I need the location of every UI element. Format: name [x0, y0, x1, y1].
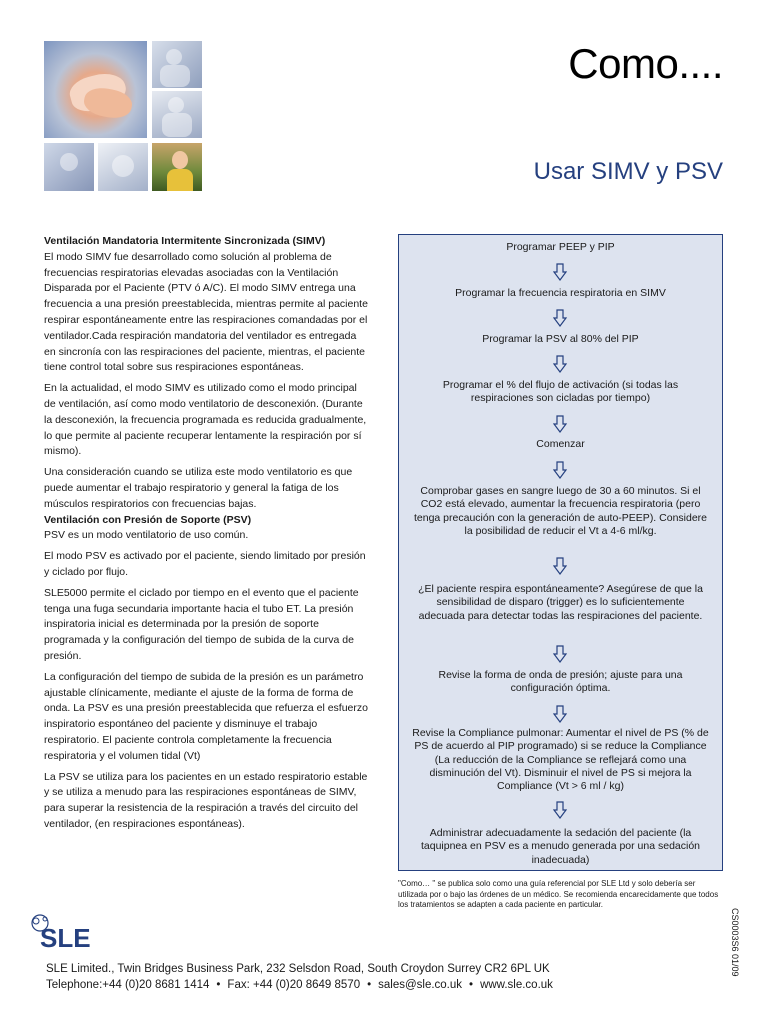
psv-paragraph-5: La PSV se utiliza para los pacientes en un estado respiratorio estable y se utiliza a menudo para las respiraciones espontáneas de SIMV, para superar la resistencia de la respiración a través del circuito del ventilador, (en respiraciones espontáneas).	[44, 770, 368, 830]
simv-paragraph-2: En la actualidad, el modo SIMV es utilizado como el modo principal de ventilación, así como modo ventilatorio de desconexión. (Durante la desconexión, la frecuencia programada es reducida gradualmente, lo que permite al paciente recuperar lentamente la respiración por sí mismo).	[44, 382, 367, 458]
logo-text: SLE	[40, 923, 91, 953]
flow-step-6: Comprobar gases en sangre luego de 30 a 60 minutos. Si el CO2 está elevado, aumentar la frecuencia respiratoria (pero tenga precaución con la generación de auto-PEEP). Considere la posibilidad de reducir el Vt a 4-6 ml/kg.	[413, 485, 708, 537]
psv-heading: Ventilación con Presión de Soporte (PSV)	[44, 513, 252, 526]
flow-step-3: Programar la PSV al 80% del PIP	[482, 333, 639, 345]
down-arrow-icon	[553, 557, 567, 575]
flow-step-7: ¿El paciente respira espontáneamente? Asegúrese de que la sensibilidad de disparo (trigger) es lo suficientemente adecuada para detectar todas las respiraciones del paciente.	[418, 583, 703, 622]
left-text-column	[44, 234, 370, 838]
flow-step-2: Programar la frecuencia respiratoria en SIMV	[455, 287, 666, 299]
procedure-flowchart	[398, 234, 723, 871]
down-arrow-icon	[553, 645, 567, 663]
photo-holding-hands	[44, 41, 147, 138]
photo-collage	[44, 41, 202, 191]
down-arrow-icon	[553, 263, 567, 281]
telephone: Telephone:+44 (0)20 8681 1414	[46, 979, 210, 991]
photo-baby	[44, 143, 94, 191]
bullet-separator: •	[367, 979, 372, 991]
email-link[interactable]: sales@sle.co.uk	[378, 979, 463, 991]
simv-heading: Ventilación Mandatoria Intermitente Sincronizada (SIMV)	[44, 235, 326, 247]
flow-step-5: Comenzar	[536, 438, 585, 450]
photo-family	[152, 41, 202, 88]
simv-paragraph-1: El modo SIMV fue desarrollado como solución al problema de frecuencias respiratorias elevadas asociadas con la Ventilación Disparada por el Paciente (PTV ó A/C). El modo SIMV entrega una frecuencia a una presión preestablecida, mientras permite al paciente respirar espontáneamente entre las respiraciones comandadas por el ventilador.Cada respiración mandatoria del ventilador es entregada en sincronía con las respiraciones del paciente, mientras, el paciente tiene control total sobre sus respiraciones espontáneas.	[44, 250, 368, 374]
photo-infant	[98, 143, 148, 191]
sle-logo	[28, 913, 118, 959]
page-subtitle: Usar SIMV y PSV	[533, 158, 723, 185]
contact-line	[46, 979, 553, 991]
flow-step-9: Revise la Compliance pulmonar: Aumentar el nivel de PS (% de PS de acuerdo al PIP programado) si se reduce la Compliance (La reducción de la Compliance se reflejará como una disminución del Vt). Disminuir el nivel de PS si mejora la Compliance (Vt > 6 ml / kg)	[412, 727, 709, 793]
fax: Fax: +44 (0)20 8649 8570	[227, 979, 361, 991]
down-arrow-icon	[553, 801, 567, 819]
psv-paragraph-3: SLE5000 permite el ciclado por tiempo en el evento que el paciente tenga una fuga secundaria importante hacia el tubo ET. La presión inspiratoria inicial es determinada por la presión de soporte programada y la configuración del tiempo de subida de la curva de presión.	[44, 586, 359, 662]
flow-step-8: Revise la forma de onda de presión; ajuste para una configuración óptima.	[438, 669, 683, 695]
simv-paragraph-3: Una consideración cuando se utiliza este modo ventilatorio es que puede aumentar el trabajo respiratorio y general la fatiga de los músculos respiratorios con frecuencias bajas.	[44, 466, 353, 510]
document-code: CS0003S6 01/09	[730, 908, 740, 977]
down-arrow-icon	[553, 355, 567, 373]
bullet-separator: •	[469, 979, 474, 991]
website-link[interactable]: www.sle.co.uk	[480, 979, 553, 991]
psv-paragraph-2: El modo PSV es activado por el paciente, siendo limitado por presión y ciclado por flujo.	[44, 550, 366, 578]
flow-step-1: Programar PEEP y PIP	[506, 241, 615, 253]
photo-child	[152, 143, 202, 191]
disclaimer-note: "Como… " se publica solo como una guía referencial por SLE Ltd y solo debería ser utilizada por o bajo las órdenes de un médico. Se recomienda encarecidamente que todos los tratamientos se adapten a cada paciente en particular.	[398, 879, 719, 909]
photo-grandparent-child	[152, 91, 202, 138]
flow-step-4: Programar el % del flujo de activación (si todas las respiraciones son cicladas por tiempo)	[442, 379, 679, 405]
down-arrow-icon	[553, 705, 567, 723]
psv-paragraph-4: La configuración del tiempo de subida de la presión es un parámetro ajustable clínicamente, mediante el ajuste de la forma de forma de onda. La PSV es una presión preestablecida que refuerza el esfuerzo inspiratorio espontáneo del paciente y disminuye el trabajo respiratorio. El paciente controla completamente la frecuencia respiratoria y el volumen tidal (Vt)	[44, 670, 368, 762]
page-title: Como....	[568, 40, 723, 87]
company-address: SLE Limited., Twin Bridges Business Park, 232 Selsdon Road, South Croydon Surrey CR2 6PL UK	[46, 963, 550, 975]
psv-paragraph-1: PSV es un modo ventilatorio de uso común.	[44, 529, 249, 542]
bullet-separator: •	[216, 979, 221, 991]
down-arrow-icon	[553, 415, 567, 433]
down-arrow-icon	[553, 309, 567, 327]
flow-step-10: Administrar adecuadamente la sedación del paciente (la taquipnea en PSV es a menudo generada por una sedación inadecuada)	[420, 827, 701, 866]
down-arrow-icon	[553, 461, 567, 479]
